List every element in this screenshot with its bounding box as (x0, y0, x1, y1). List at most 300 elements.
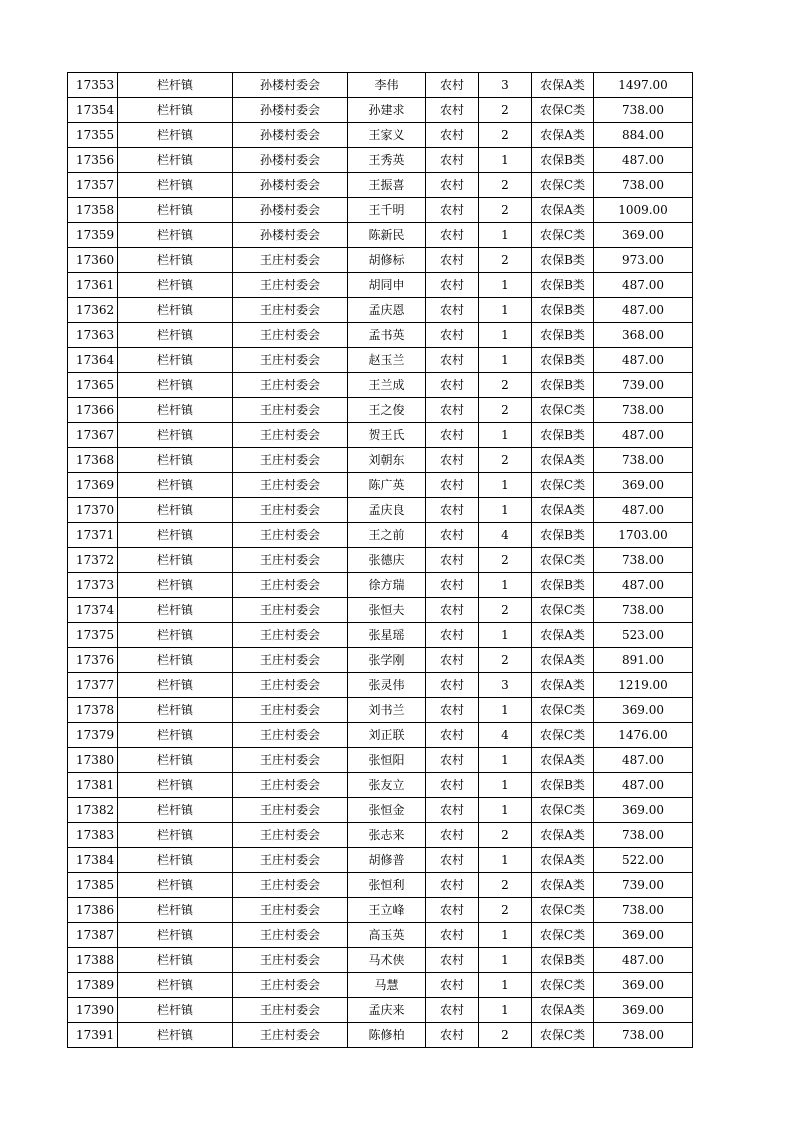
table-row (68, 998, 693, 1023)
cell-village: 王庄村委会 (233, 398, 348, 423)
cell-amount: 369.00 (594, 223, 693, 248)
cell-name: 王振喜 (348, 173, 426, 198)
cell-area-type: 农村 (426, 448, 479, 473)
cell-count: 1 (479, 573, 532, 598)
cell-category: 农保A类 (532, 623, 594, 648)
cell-count: 2 (479, 898, 532, 923)
table-row (68, 598, 693, 623)
cell-town: 栏杆镇 (118, 548, 233, 573)
cell-category: 农保A类 (532, 498, 594, 523)
cell-count: 1 (479, 148, 532, 173)
cell-amount: 738.00 (594, 1023, 693, 1048)
cell-area-type: 农村 (426, 198, 479, 223)
cell-id: 17376 (68, 648, 118, 673)
cell-name: 孟庆来 (348, 998, 426, 1023)
cell-id: 17375 (68, 623, 118, 648)
cell-area-type: 农村 (426, 873, 479, 898)
cell-count: 3 (479, 673, 532, 698)
cell-area-type: 农村 (426, 173, 479, 198)
cell-area-type: 农村 (426, 698, 479, 723)
cell-village: 王庄村委会 (233, 848, 348, 873)
cell-area-type: 农村 (426, 923, 479, 948)
cell-name: 马慧 (348, 973, 426, 998)
table-row (68, 1023, 693, 1048)
cell-town: 栏杆镇 (118, 798, 233, 823)
cell-village: 王庄村委会 (233, 748, 348, 773)
table-row (68, 798, 693, 823)
cell-town: 栏杆镇 (118, 723, 233, 748)
cell-village: 王庄村委会 (233, 598, 348, 623)
cell-category: 农保B类 (532, 773, 594, 798)
cell-amount: 973.00 (594, 248, 693, 273)
cell-town: 栏杆镇 (118, 398, 233, 423)
cell-area-type: 农村 (426, 548, 479, 573)
cell-count: 2 (479, 198, 532, 223)
cell-amount: 369.00 (594, 698, 693, 723)
cell-name: 张志来 (348, 823, 426, 848)
cell-village: 王庄村委会 (233, 523, 348, 548)
cell-count: 2 (479, 1023, 532, 1048)
cell-village: 孙楼村委会 (233, 123, 348, 148)
cell-amount: 487.00 (594, 348, 693, 373)
cell-id: 17356 (68, 148, 118, 173)
cell-id: 17390 (68, 998, 118, 1023)
cell-category: 农保B类 (532, 148, 594, 173)
cell-village: 王庄村委会 (233, 823, 348, 848)
table-row (68, 123, 693, 148)
cell-count: 1 (479, 773, 532, 798)
cell-name: 王立峰 (348, 898, 426, 923)
cell-area-type: 农村 (426, 223, 479, 248)
cell-village: 王庄村委会 (233, 973, 348, 998)
table-row (68, 498, 693, 523)
cell-name: 张恒阳 (348, 748, 426, 773)
cell-town: 栏杆镇 (118, 873, 233, 898)
cell-amount: 487.00 (594, 273, 693, 298)
cell-category: 农保C类 (532, 548, 594, 573)
cell-count: 1 (479, 748, 532, 773)
cell-category: 农保C类 (532, 973, 594, 998)
cell-count: 2 (479, 823, 532, 848)
cell-name: 徐方瑞 (348, 573, 426, 598)
cell-name: 贺王氏 (348, 423, 426, 448)
cell-area-type: 农村 (426, 98, 479, 123)
cell-amount: 1219.00 (594, 673, 693, 698)
cell-category: 农保B类 (532, 323, 594, 348)
table-row (68, 623, 693, 648)
cell-id: 17366 (68, 398, 118, 423)
cell-category: 农保B类 (532, 373, 594, 398)
cell-category: 农保B类 (532, 948, 594, 973)
cell-id: 17361 (68, 273, 118, 298)
cell-category: 农保B类 (532, 348, 594, 373)
cell-amount: 1703.00 (594, 523, 693, 548)
cell-area-type: 农村 (426, 1023, 479, 1048)
cell-id: 17357 (68, 173, 118, 198)
cell-amount: 738.00 (594, 598, 693, 623)
cell-count: 2 (479, 373, 532, 398)
cell-village: 王庄村委会 (233, 548, 348, 573)
table-row (68, 398, 693, 423)
cell-amount: 738.00 (594, 173, 693, 198)
table-row (68, 848, 693, 873)
cell-village: 王庄村委会 (233, 648, 348, 673)
cell-category: 农保C类 (532, 798, 594, 823)
cell-count: 3 (479, 73, 532, 98)
cell-category: 农保C类 (532, 173, 594, 198)
cell-town: 栏杆镇 (118, 1023, 233, 1048)
cell-id: 17381 (68, 773, 118, 798)
table-row (68, 323, 693, 348)
cell-id: 17379 (68, 723, 118, 748)
cell-area-type: 农村 (426, 773, 479, 798)
table-row (68, 198, 693, 223)
cell-category: 农保C类 (532, 1023, 594, 1048)
cell-town: 栏杆镇 (118, 73, 233, 98)
cell-category: 农保A类 (532, 73, 594, 98)
cell-name: 陈修柏 (348, 1023, 426, 1048)
cell-town: 栏杆镇 (118, 123, 233, 148)
cell-town: 栏杆镇 (118, 823, 233, 848)
cell-count: 1 (479, 923, 532, 948)
cell-village: 王庄村委会 (233, 623, 348, 648)
cell-count: 2 (479, 448, 532, 473)
cell-amount: 884.00 (594, 123, 693, 148)
cell-count: 2 (479, 648, 532, 673)
table-row (68, 898, 693, 923)
cell-id: 17364 (68, 348, 118, 373)
cell-id: 17391 (68, 1023, 118, 1048)
cell-name: 胡修普 (348, 848, 426, 873)
cell-name: 陈广英 (348, 473, 426, 498)
cell-count: 1 (479, 298, 532, 323)
cell-category: 农保B类 (532, 423, 594, 448)
cell-name: 张灵伟 (348, 673, 426, 698)
cell-village: 孙楼村委会 (233, 148, 348, 173)
cell-count: 1 (479, 623, 532, 648)
cell-category: 农保A类 (532, 823, 594, 848)
cell-id: 17377 (68, 673, 118, 698)
cell-village: 王庄村委会 (233, 448, 348, 473)
cell-category: 农保A类 (532, 873, 594, 898)
cell-amount: 523.00 (594, 623, 693, 648)
cell-name: 孟庆良 (348, 498, 426, 523)
cell-name: 赵玉兰 (348, 348, 426, 373)
cell-count: 1 (479, 323, 532, 348)
table-row (68, 548, 693, 573)
cell-town: 栏杆镇 (118, 298, 233, 323)
cell-category: 农保B类 (532, 273, 594, 298)
cell-town: 栏杆镇 (118, 748, 233, 773)
cell-area-type: 农村 (426, 248, 479, 273)
cell-amount: 369.00 (594, 923, 693, 948)
cell-category: 农保A类 (532, 673, 594, 698)
cell-village: 王庄村委会 (233, 248, 348, 273)
cell-category: 农保C类 (532, 223, 594, 248)
cell-count: 1 (479, 973, 532, 998)
cell-category: 农保B类 (532, 298, 594, 323)
cell-name: 胡同申 (348, 273, 426, 298)
cell-area-type: 农村 (426, 948, 479, 973)
cell-name: 张友立 (348, 773, 426, 798)
table-row (68, 573, 693, 598)
cell-count: 1 (479, 698, 532, 723)
cell-area-type: 农村 (426, 748, 479, 773)
cell-count: 1 (479, 798, 532, 823)
cell-category: 农保A类 (532, 448, 594, 473)
cell-area-type: 农村 (426, 73, 479, 98)
cell-id: 17359 (68, 223, 118, 248)
cell-category: 农保C类 (532, 698, 594, 723)
cell-amount: 1476.00 (594, 723, 693, 748)
table-row (68, 473, 693, 498)
cell-name: 张恒利 (348, 873, 426, 898)
cell-count: 2 (479, 873, 532, 898)
table-row (68, 648, 693, 673)
cell-area-type: 农村 (426, 998, 479, 1023)
table-row (68, 773, 693, 798)
cell-amount: 739.00 (594, 373, 693, 398)
cell-village: 孙楼村委会 (233, 198, 348, 223)
table-row (68, 348, 693, 373)
table-row (68, 173, 693, 198)
cell-count: 1 (479, 498, 532, 523)
table-row (68, 948, 693, 973)
cell-area-type: 农村 (426, 573, 479, 598)
cell-category: 农保A类 (532, 998, 594, 1023)
table-row (68, 723, 693, 748)
cell-count: 2 (479, 598, 532, 623)
cell-category: 农保C类 (532, 98, 594, 123)
cell-count: 4 (479, 723, 532, 748)
cell-village: 王庄村委会 (233, 873, 348, 898)
cell-id: 17360 (68, 248, 118, 273)
cell-amount: 738.00 (594, 548, 693, 573)
cell-area-type: 农村 (426, 973, 479, 998)
cell-category: 农保C类 (532, 723, 594, 748)
cell-category: 农保A类 (532, 748, 594, 773)
cell-area-type: 农村 (426, 523, 479, 548)
record-table (67, 72, 693, 1048)
cell-amount: 1497.00 (594, 73, 693, 98)
cell-name: 马术侠 (348, 948, 426, 973)
cell-village: 王庄村委会 (233, 673, 348, 698)
cell-amount: 487.00 (594, 573, 693, 598)
cell-town: 栏杆镇 (118, 673, 233, 698)
cell-amount: 738.00 (594, 398, 693, 423)
cell-amount: 487.00 (594, 298, 693, 323)
table-row (68, 98, 693, 123)
cell-amount: 738.00 (594, 448, 693, 473)
cell-town: 栏杆镇 (118, 348, 233, 373)
table-row (68, 973, 693, 998)
cell-category: 农保C类 (532, 898, 594, 923)
cell-category: 农保C类 (532, 923, 594, 948)
cell-category: 农保B类 (532, 523, 594, 548)
cell-count: 1 (479, 273, 532, 298)
cell-town: 栏杆镇 (118, 623, 233, 648)
cell-town: 栏杆镇 (118, 898, 233, 923)
cell-name: 刘正联 (348, 723, 426, 748)
cell-town: 栏杆镇 (118, 273, 233, 298)
table-row (68, 873, 693, 898)
cell-count: 2 (479, 548, 532, 573)
cell-name: 刘书兰 (348, 698, 426, 723)
cell-town: 栏杆镇 (118, 248, 233, 273)
cell-town: 栏杆镇 (118, 498, 233, 523)
cell-id: 17363 (68, 323, 118, 348)
cell-name: 张学刚 (348, 648, 426, 673)
cell-count: 1 (479, 473, 532, 498)
cell-area-type: 农村 (426, 348, 479, 373)
cell-count: 1 (479, 998, 532, 1023)
cell-count: 4 (479, 523, 532, 548)
cell-id: 17385 (68, 873, 118, 898)
cell-category: 农保B类 (532, 248, 594, 273)
cell-amount: 739.00 (594, 873, 693, 898)
cell-village: 王庄村委会 (233, 773, 348, 798)
cell-count: 1 (479, 348, 532, 373)
cell-area-type: 农村 (426, 123, 479, 148)
cell-id: 17362 (68, 298, 118, 323)
cell-area-type: 农村 (426, 423, 479, 448)
cell-id: 17388 (68, 948, 118, 973)
cell-count: 1 (479, 948, 532, 973)
cell-name: 张星瑶 (348, 623, 426, 648)
table-row (68, 923, 693, 948)
cell-name: 王千明 (348, 198, 426, 223)
cell-id: 17384 (68, 848, 118, 873)
cell-area-type: 农村 (426, 673, 479, 698)
cell-amount: 369.00 (594, 798, 693, 823)
table-row (68, 223, 693, 248)
table-body (68, 73, 693, 1048)
cell-category: 农保A类 (532, 848, 594, 873)
cell-id: 17372 (68, 548, 118, 573)
cell-name: 张恒金 (348, 798, 426, 823)
table-row (68, 273, 693, 298)
cell-category: 农保A类 (532, 198, 594, 223)
cell-town: 栏杆镇 (118, 198, 233, 223)
cell-area-type: 农村 (426, 823, 479, 848)
table-row (68, 298, 693, 323)
cell-id: 17353 (68, 73, 118, 98)
cell-area-type: 农村 (426, 623, 479, 648)
table-row (68, 823, 693, 848)
cell-name: 王兰成 (348, 373, 426, 398)
cell-village: 王庄村委会 (233, 998, 348, 1023)
cell-id: 17355 (68, 123, 118, 148)
cell-area-type: 农村 (426, 498, 479, 523)
cell-amount: 487.00 (594, 498, 693, 523)
cell-id: 17369 (68, 473, 118, 498)
cell-town: 栏杆镇 (118, 523, 233, 548)
cell-town: 栏杆镇 (118, 948, 233, 973)
cell-id: 17386 (68, 898, 118, 923)
cell-town: 栏杆镇 (118, 573, 233, 598)
cell-area-type: 农村 (426, 398, 479, 423)
cell-area-type: 农村 (426, 898, 479, 923)
cell-village: 王庄村委会 (233, 298, 348, 323)
cell-area-type: 农村 (426, 648, 479, 673)
cell-id: 17383 (68, 823, 118, 848)
table-row (68, 248, 693, 273)
cell-village: 王庄村委会 (233, 1023, 348, 1048)
cell-category: 农保B类 (532, 573, 594, 598)
cell-town: 栏杆镇 (118, 448, 233, 473)
cell-id: 17371 (68, 523, 118, 548)
cell-id: 17365 (68, 373, 118, 398)
cell-town: 栏杆镇 (118, 323, 233, 348)
cell-town: 栏杆镇 (118, 648, 233, 673)
cell-category: 农保C类 (532, 473, 594, 498)
cell-area-type: 农村 (426, 723, 479, 748)
cell-village: 王庄村委会 (233, 798, 348, 823)
cell-id: 17374 (68, 598, 118, 623)
cell-id: 17380 (68, 748, 118, 773)
cell-count: 1 (479, 423, 532, 448)
cell-count: 1 (479, 223, 532, 248)
cell-village: 王庄村委会 (233, 923, 348, 948)
cell-amount: 487.00 (594, 773, 693, 798)
cell-area-type: 农村 (426, 273, 479, 298)
cell-name: 张恒夫 (348, 598, 426, 623)
cell-area-type: 农村 (426, 598, 479, 623)
cell-village: 王庄村委会 (233, 498, 348, 523)
table-row (68, 423, 693, 448)
cell-area-type: 农村 (426, 298, 479, 323)
cell-village: 王庄村委会 (233, 898, 348, 923)
cell-town: 栏杆镇 (118, 598, 233, 623)
cell-village: 王庄村委会 (233, 323, 348, 348)
cell-category: 农保C类 (532, 398, 594, 423)
cell-amount: 487.00 (594, 148, 693, 173)
cell-category: 农保C类 (532, 598, 594, 623)
cell-id: 17382 (68, 798, 118, 823)
cell-count: 2 (479, 173, 532, 198)
cell-amount: 738.00 (594, 98, 693, 123)
cell-village: 孙楼村委会 (233, 223, 348, 248)
cell-name: 陈新民 (348, 223, 426, 248)
cell-village: 王庄村委会 (233, 723, 348, 748)
cell-category: 农保A类 (532, 648, 594, 673)
cell-count: 2 (479, 398, 532, 423)
cell-name: 孙建求 (348, 98, 426, 123)
cell-name: 高玉英 (348, 923, 426, 948)
cell-village: 孙楼村委会 (233, 98, 348, 123)
cell-town: 栏杆镇 (118, 998, 233, 1023)
cell-name: 刘朝东 (348, 448, 426, 473)
table-row (68, 148, 693, 173)
cell-amount: 487.00 (594, 948, 693, 973)
cell-area-type: 农村 (426, 148, 479, 173)
cell-amount: 487.00 (594, 748, 693, 773)
cell-name: 孟庆恩 (348, 298, 426, 323)
cell-town: 栏杆镇 (118, 173, 233, 198)
cell-town: 栏杆镇 (118, 373, 233, 398)
cell-id: 17368 (68, 448, 118, 473)
cell-area-type: 农村 (426, 798, 479, 823)
cell-village: 王庄村委会 (233, 373, 348, 398)
cell-amount: 368.00 (594, 323, 693, 348)
cell-count: 2 (479, 248, 532, 273)
cell-name: 胡修标 (348, 248, 426, 273)
cell-id: 17387 (68, 923, 118, 948)
table-row (68, 73, 693, 98)
cell-town: 栏杆镇 (118, 473, 233, 498)
cell-town: 栏杆镇 (118, 848, 233, 873)
table-row (68, 673, 693, 698)
